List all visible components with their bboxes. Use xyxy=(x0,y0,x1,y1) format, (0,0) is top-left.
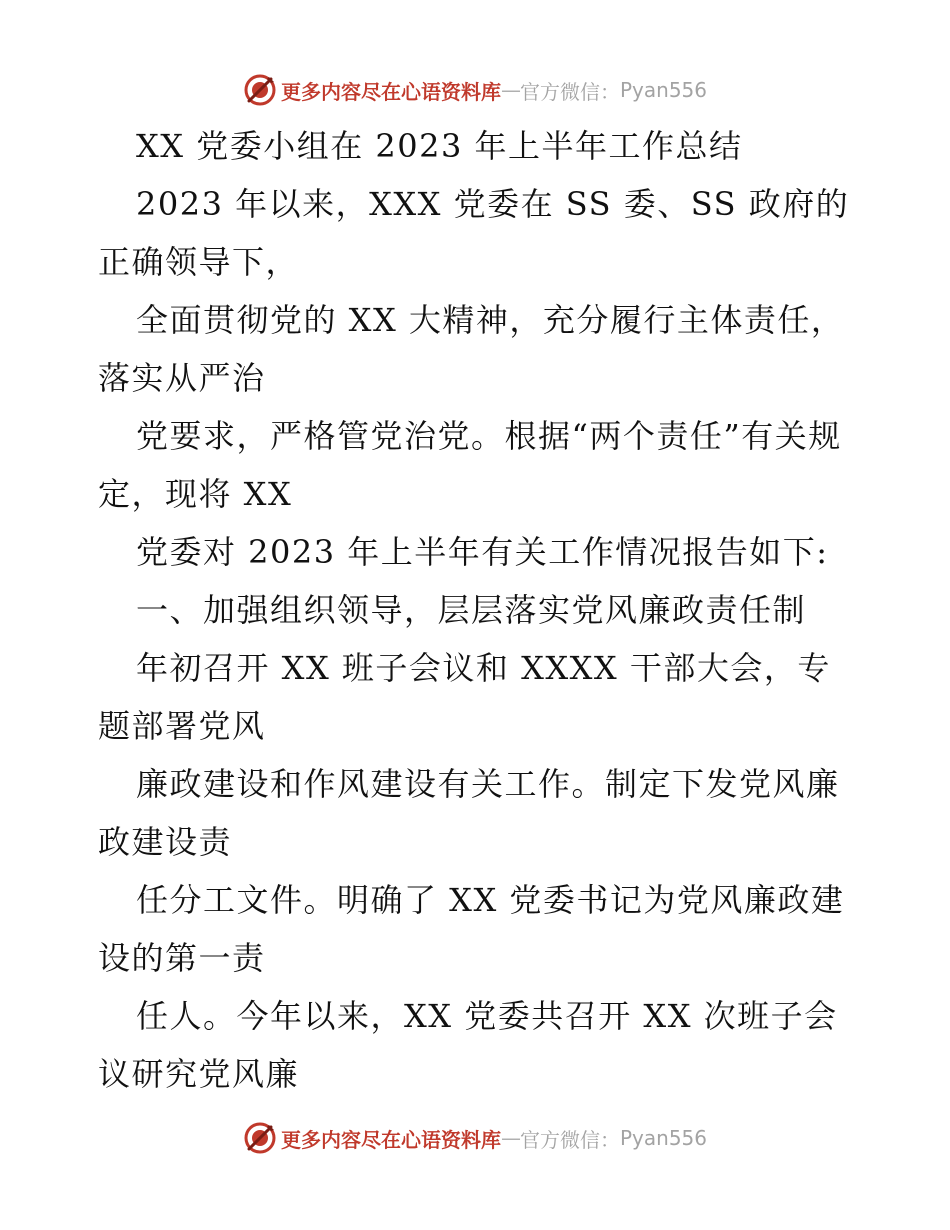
paragraph: 任分工文件。明确了 XX 党委书记为党风廉政建设的第一责 xyxy=(98,881,845,977)
watermark-dash: — xyxy=(500,1126,520,1150)
paragraph: 年初召开 XX 班子会议和 XXXX 干部大会，专题部署党风 xyxy=(98,649,831,745)
paragraph: 2023 年以来，XXX 党委在 SS 委、SS 政府的正确领导下， xyxy=(98,185,850,281)
watermark-banner-top xyxy=(0,70,950,110)
watermark-main-text: 更多内容尽在心语资料库 xyxy=(280,1127,501,1152)
pen-seal-icon xyxy=(243,73,277,107)
section-heading: 一、加强组织领导，层层落实党风廉政责任制 xyxy=(136,591,807,629)
watermark-sub-text: 官方微信： xyxy=(519,79,620,104)
document-title: XX 党委小组在 2023 年上半年工作总结 xyxy=(136,127,743,165)
paragraph: 廉政建设和作风建设有关工作。制定下发党风廉政建设责 xyxy=(98,765,840,861)
pen-seal-icon xyxy=(243,1121,277,1155)
paragraph: 党委对 2023 年上半年有关工作情况报告如下: xyxy=(136,533,829,571)
document-body xyxy=(0,117,950,1103)
paragraph: 全面贯彻党的 XX 大精神，充分履行主体责任，落实从严治 xyxy=(98,301,845,397)
watermark-wechat-id: Pyan556 xyxy=(619,78,707,102)
paragraph: 任人。今年以来，XX 党委共召开 XX 次班子会议研究党风廉 xyxy=(98,997,838,1093)
watermark-banner-bottom xyxy=(0,1118,950,1158)
watermark-wechat-id: Pyan556 xyxy=(619,1126,707,1150)
watermark-dash: — xyxy=(500,78,520,102)
watermark-main-text: 更多内容尽在心语资料库 xyxy=(280,79,501,104)
paragraph: 党要求，严格管党治党。根据“两个责任”有关规定，现将 XX xyxy=(98,417,842,513)
watermark-sub-text: 官方微信： xyxy=(519,1127,620,1152)
